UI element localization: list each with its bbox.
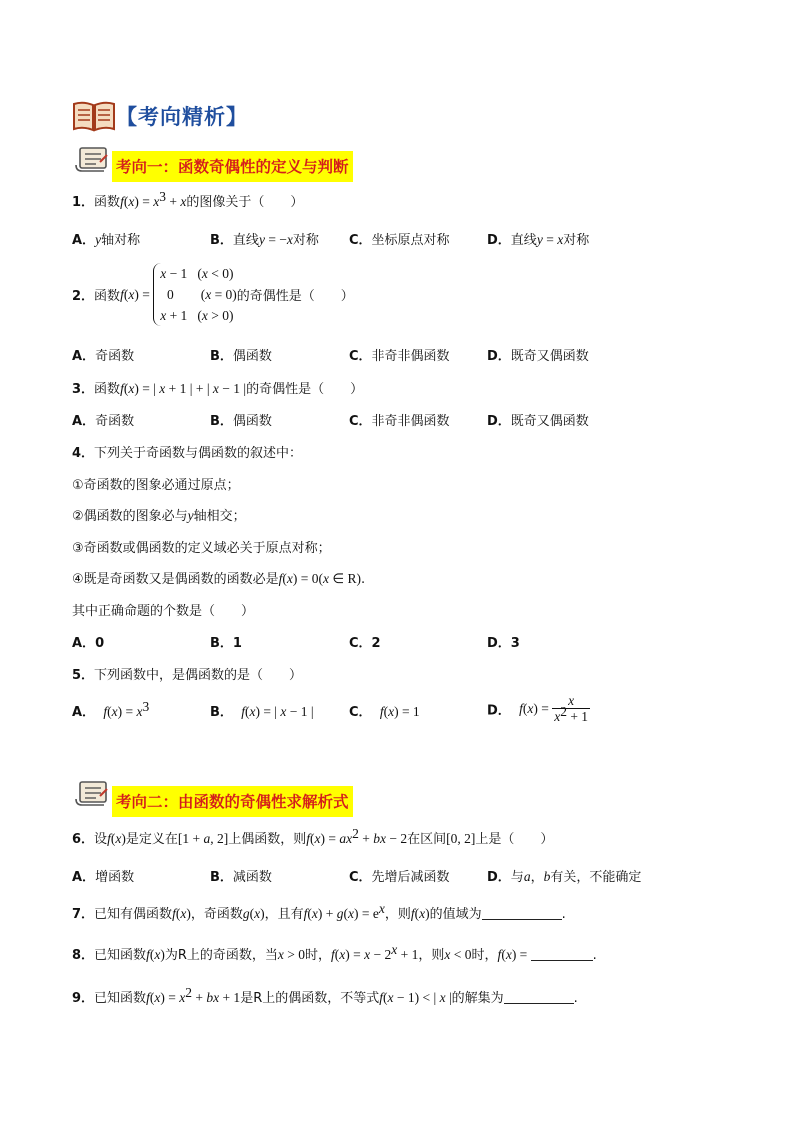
section-heading: 考向一：函数奇偶性的定义与判断 [112, 151, 353, 182]
option-b[interactable]: B．偶函数 [210, 414, 272, 429]
option-d[interactable]: D．直线y = x对称 [487, 232, 590, 248]
option-a[interactable]: A．0 [72, 636, 105, 651]
option-b[interactable]: B．直线y = −x对称 [210, 232, 319, 248]
question-1: 1．函数$f(x) = x^3 + x$的图像关于（ ） [72, 189, 304, 210]
option-a[interactable]: A．y轴对称 [72, 232, 141, 248]
question-8: 8．已知函数f(x)为R上的奇函数，当x > 0时，$f(x) = x - 2^x + 1$，则x < 0时，f(x) = . [72, 942, 597, 963]
answer-blank[interactable] [504, 989, 574, 1004]
scroll-icon [74, 779, 110, 811]
scroll-icon [74, 145, 110, 177]
option-b[interactable]: B． f(x) = | x − 1 | [210, 704, 314, 720]
option-c[interactable]: C．先增后减函数 [349, 870, 450, 885]
option-d[interactable]: D．与a，b有关，不能确定 [487, 869, 642, 885]
option-b[interactable]: B．减函数 [210, 870, 272, 885]
option-c[interactable]: C．非奇非偶函数 [349, 414, 450, 429]
option-d[interactable]: D． f(x) = $\frac{x}{x^2 + 1}$ [487, 693, 589, 724]
question-4-ask: 其中正确命题的个数是（ ） [72, 604, 255, 619]
option-a[interactable]: A．奇函数 [72, 414, 135, 429]
question-number: 6． [72, 832, 95, 847]
question-number: 2． [72, 289, 95, 304]
book-icon [72, 100, 116, 136]
question-number: 5． [72, 668, 95, 683]
question-4: 4．下列关于奇函数与偶函数的叙述中： [72, 446, 303, 461]
question-number: 1． [72, 195, 95, 210]
option-d[interactable]: D．既奇又偶函数 [487, 414, 589, 429]
option-d[interactable]: D．既奇又偶函数 [487, 349, 589, 364]
question-2: 2．函数f(x) = x − 1 (x < 0) 0 (x = 0) x + 1 (x > 0) 的奇偶性是（ ） [72, 263, 354, 326]
option-a[interactable]: A． $f(x) = x^3$ [72, 699, 150, 720]
option-c[interactable]: C．非奇非偶函数 [349, 349, 450, 364]
statement-4: ④既是奇函数又是偶函数的函数必是f(x) = 0(x ∈ R). [72, 571, 366, 587]
question-number: 9． [72, 991, 95, 1006]
statement-3: ③奇函数或偶函数的定义域必关于原点对称； [72, 541, 331, 556]
question-9: 9．已知函数$f(x) = x^2$ + bx + 1是R上的偶函数，不等式f(x − 1) < | x |的解集为 . [72, 985, 578, 1006]
question-6: 6．设f(x)是定义在[1 + a, 2]上偶函数，则$f(x) = ax^2$ + bx − 2在区间[0, 2]上是（ ） [72, 826, 554, 847]
answer-blank[interactable] [531, 946, 593, 961]
question-number: 8． [72, 948, 95, 963]
piecewise-definition: x − 1 (x < 0) 0 (x = 0) x + 1 (x > 0) [153, 263, 237, 326]
question-number: 4． [72, 446, 95, 461]
option-a[interactable]: A．增函数 [72, 870, 135, 885]
question-5: 5．下列函数中，是偶函数的是（ ） [72, 668, 303, 683]
option-a[interactable]: A．奇函数 [72, 349, 135, 364]
option-b[interactable]: B．偶函数 [210, 349, 272, 364]
question-number: 7． [72, 907, 95, 922]
section-heading: 考向二：由函数的奇偶性求解析式 [112, 786, 353, 817]
answer-blank[interactable] [482, 905, 562, 920]
question-7: 7．已知有偶函数f(x)，奇函数g(x)，且有$f(x) + g(x) = e^x$，则f(x)的值域为 . [72, 901, 566, 922]
page-title: 【考向精析】 [116, 105, 248, 129]
statement-2: ②偶函数的图象必与y轴相交； [72, 508, 246, 524]
option-d[interactable]: D．3 [487, 636, 520, 651]
question-number: 3． [72, 382, 95, 397]
statement-1: ①奇函数的图象必通过原点； [72, 478, 240, 493]
option-c[interactable]: C．2 [349, 636, 381, 651]
option-b[interactable]: B．1 [210, 636, 242, 651]
option-c[interactable]: C．坐标原点对称 [349, 233, 450, 248]
option-c[interactable]: C． f(x) = 1 [349, 704, 420, 720]
question-3: 3．函数f(x) = | x + 1 | + | x − 1 |的奇偶性是（ ） [72, 381, 364, 397]
